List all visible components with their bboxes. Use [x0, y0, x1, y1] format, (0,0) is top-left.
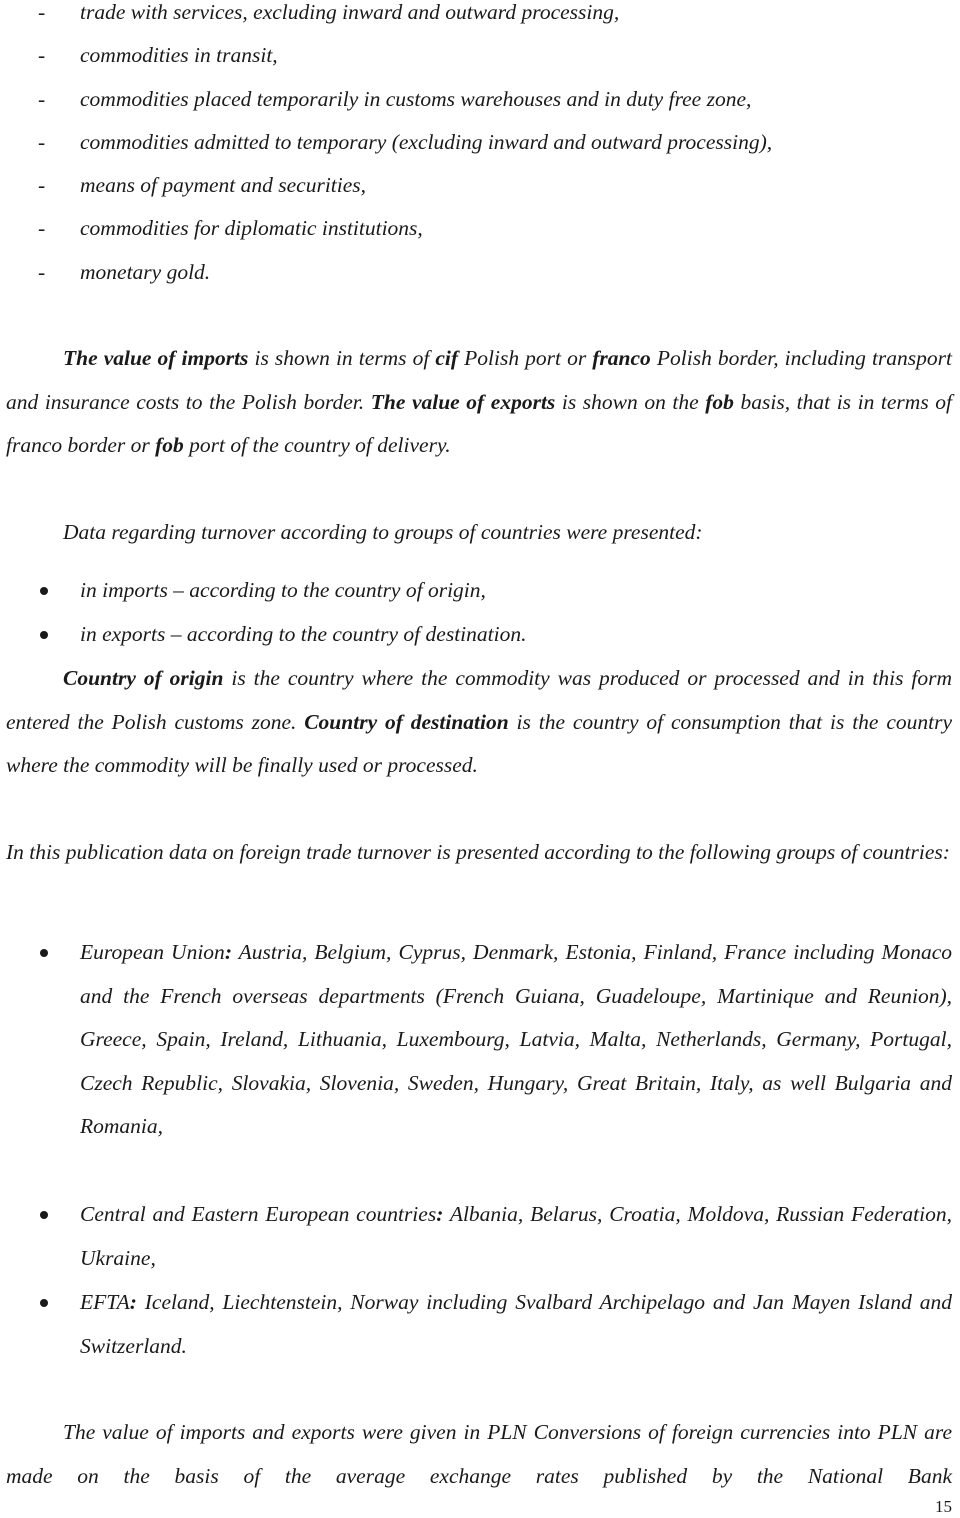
list-item-text: in exports – according to the country of destination. — [80, 622, 527, 646]
fob-term: fob — [155, 433, 184, 457]
paragraph-text: port of the country of delivery. — [183, 433, 451, 457]
group-countries: Iceland, Liechtenstein, Norway including Svalbard Archipelago and Jan Mayen Island and Switzerland. — [80, 1290, 952, 1358]
groups-intro-paragraph — [6, 511, 952, 555]
group-name: European Union — [80, 940, 225, 964]
dash-marker: - — [38, 130, 46, 154]
paragraph-text: Data regarding turnover according to groups of countries were presented: — [63, 520, 703, 544]
franco-term: franco — [592, 346, 651, 370]
publication-intro-paragraph — [6, 831, 952, 875]
group-separator: : — [436, 1202, 444, 1226]
group-separator: : — [224, 940, 232, 964]
dash-marker: - — [38, 260, 46, 284]
list-item-text: monetary gold. — [80, 260, 211, 284]
dash-marker: - — [38, 0, 46, 24]
dash-marker: - — [38, 43, 46, 67]
bullet-icon — [40, 587, 48, 595]
list-item-text: means of payment and securities, — [80, 173, 367, 197]
list-item-text: trade with services, excluding inward and outward processing, — [80, 0, 620, 24]
paragraph-text: is the country where the commodity was produced or processed and in this form entered the Polish customs zone. — [6, 666, 952, 734]
list-item-text: commodities in transit, — [80, 43, 278, 67]
paragraph-text: Polish port or — [458, 346, 593, 370]
bullet-icon — [40, 1299, 48, 1307]
list-item-text — [80, 1281, 952, 1368]
country-of-destination-term: Country of destination — [304, 709, 509, 734]
list-item-text: commodities placed temporarily in customs warehouses and in duty free zone, — [80, 87, 752, 111]
paragraph-text: is shown on the — [555, 389, 706, 414]
exports-value-term: The value of exports — [370, 389, 556, 414]
group-name: EFTA — [80, 1290, 130, 1314]
list-item-text: commodities admitted to temporary (excluding inward and outward processing), — [80, 130, 773, 154]
list-item-text — [80, 1193, 952, 1280]
paragraph-text: is shown in terms of — [248, 346, 436, 370]
list-item-text: commodities for diplomatic institutions, — [80, 216, 423, 240]
valuation-paragraph — [6, 337, 952, 468]
currency-paragraph — [6, 1411, 952, 1498]
paragraph-text: is the country of consumption that is the country where the commodity will be finally used or processed. — [6, 709, 953, 777]
page-number: 15 — [935, 1497, 952, 1516]
paragraph-text: Polish border, including transport and insurance costs to the Polish border. — [6, 346, 953, 414]
list-item-text: in imports – according to the country of origin, — [80, 578, 486, 602]
bullet-icon — [40, 1211, 48, 1219]
group-name: Central and Eastern European countries — [80, 1202, 437, 1226]
dash-marker: - — [38, 216, 46, 240]
group-countries: Albania, Belarus, Croatia, Moldova, Russian Federation, Ukraine, — [80, 1202, 953, 1270]
paragraph-text: In this publication data on foreign trade turnover is presented according to the following groups of countries: — [6, 840, 950, 864]
origin-destination-paragraph — [6, 657, 952, 788]
country-of-origin-term: Country of origin — [63, 666, 224, 690]
group-countries: Austria, Belgium, Cyprus, Denmark, Estonia, Finland, France including Monaco and the French overseas departments (French Guiana, Guadeloupe, Martinique and Reunion), Greece, Spain, Ireland, Lithuania, Luxembourg, Latvia, Malta, Netherlands, Germany, Portugal, Czech Republic, Slovakia, Slovenia, Sweden, Hungary, Great Britain, Italy, as well Bulgaria and Romania, — [80, 940, 952, 1138]
group-separator: : — [129, 1290, 137, 1314]
paragraph-text: The value of imports and exports were given in PLN Conversions of foreign currencies into PLN are made on the basis of the average exchange rates published by the National Bank — [6, 1420, 952, 1488]
fob-term: fob — [705, 389, 734, 414]
dash-marker: - — [38, 87, 46, 111]
imports-value-term: The value of imports — [63, 346, 249, 370]
list-item-text — [80, 931, 952, 1149]
bullet-icon — [40, 631, 48, 639]
dash-marker: - — [38, 173, 46, 197]
cif-term: cif — [435, 346, 459, 370]
bullet-icon — [40, 949, 48, 957]
paragraph-text: basis, that is in terms of franco border or — [6, 389, 952, 457]
